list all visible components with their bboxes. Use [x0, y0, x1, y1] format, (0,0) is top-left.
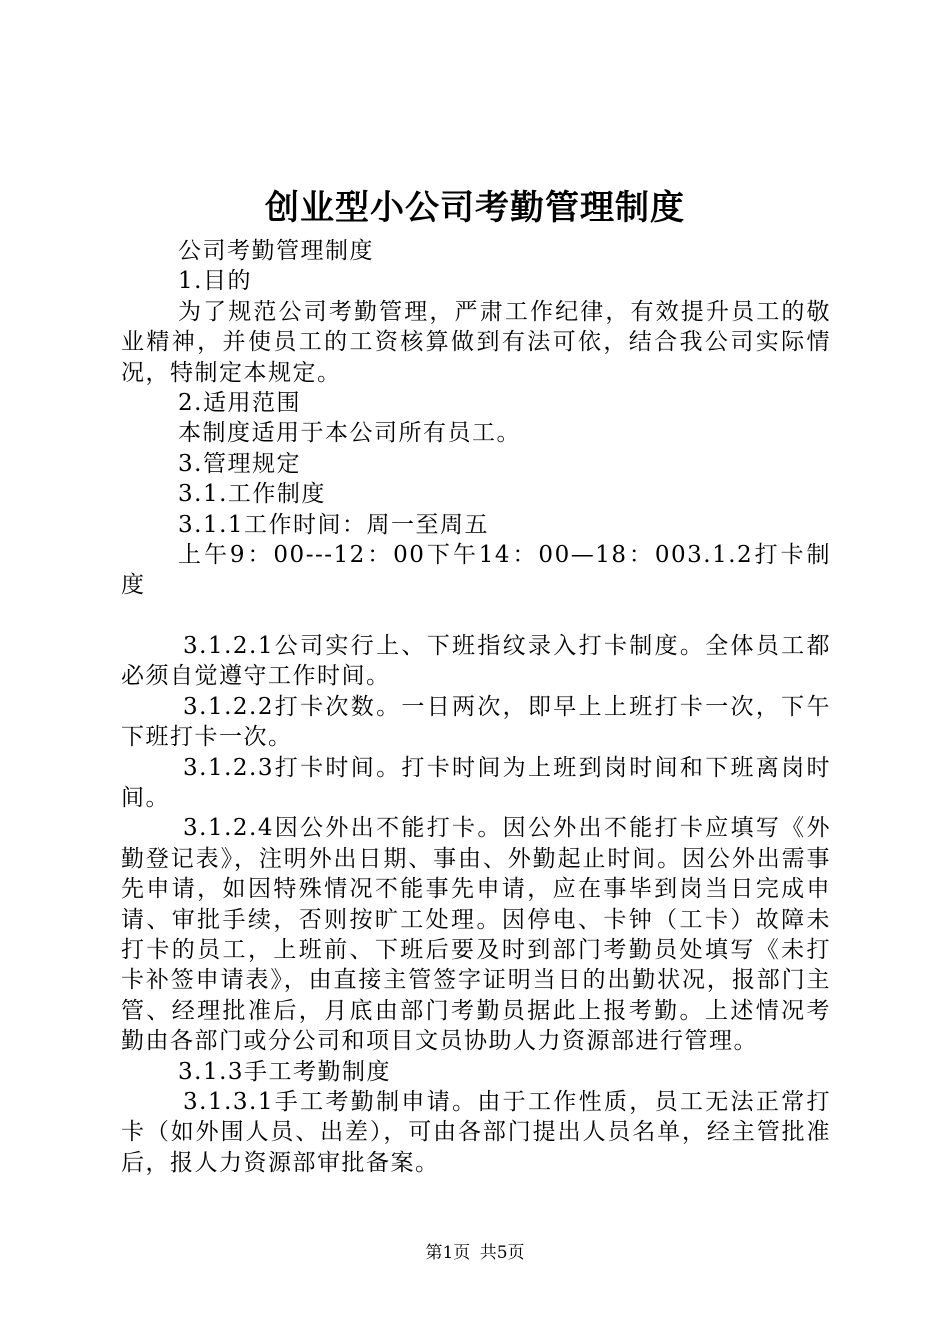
paragraph-scope: 本制度适用于本公司所有员工。 — [178, 420, 521, 447]
page-total: 共5页 — [479, 1243, 525, 1263]
document-title: 创业型小公司考勤管理制度 — [265, 188, 685, 228]
paragraph-work-hours: 上午9：00---12：00下午14：00—18：003.1.2打卡制度 — [121, 542, 831, 599]
subsection-heading-work-system: 3.1.工作制度 — [178, 481, 326, 508]
paragraph-clock-in-system: 3.1.2.1公司实行上、下班指纹录入打卡制度。全体员工都必须自觉遵守工作时间。 — [121, 632, 831, 690]
section-heading-scope: 2.适用范围 — [178, 390, 301, 417]
paragraph-manual-apply: 3.1.3.1手工考勤制申请。由于工作性质，员工无法正常打卡（如外围人员、出差），可由各部门提出人员名单，经主管批准后，报人力资源部审批备案。 — [121, 1088, 831, 1176]
document-body — [121, 236, 831, 1178]
paragraph-clock-in-time: 3.1.2.3打卡时间。打卡时间为上班到岗时间和下班离岗时间。 — [121, 754, 831, 811]
page-number: 第1页 — [425, 1243, 471, 1263]
section-heading-rules: 3.管理规定 — [178, 450, 301, 477]
paragraph-heading: 公司考勤管理制度 — [178, 238, 374, 264]
paragraph-business-trip: 3.1.2.4因公外出不能打卡。因公外出不能打卡应填写《外勤登记表》，注明外出日期、事由、外勤起止时间。因公外出需事先申请，如因特殊情况不能事先申请，应在事毕到岗当日完成申请、审批手续，否则按旷工处理。因停电、卡钟（工卡）故障未打卡的员工，上班前、下班后要及时到部门考勤员处填写《未打卡补签申请表》，由直接主管签字证明当日的出勤状况，报部门主管、经理批准后，月底由部门考勤员据此上报考勤。上述情况考勤由各部门或分公司和项目文员协助人力资源部进行管理。 — [121, 815, 831, 1055]
subsection-heading-manual: 3.1.3手工考勤制度 — [178, 1058, 392, 1085]
section-heading-purpose: 1.目的 — [178, 268, 252, 295]
paragraph-purpose: 为了规范公司考勤管理，严肃工作纪律，有效提升员工的敬业精神，并使员工的工资核算做到有法可依，结合我公司实际情况，特制定本规定。 — [121, 298, 831, 386]
page-footer — [0, 1241, 950, 1265]
paragraph-clock-in-count: 3.1.2.2打卡次数。一日两次，即早上上班打卡一次，下午下班打卡一次。 — [121, 693, 831, 751]
paragraph-work-time: 3.1.1工作时间：周一至周五 — [178, 511, 490, 538]
